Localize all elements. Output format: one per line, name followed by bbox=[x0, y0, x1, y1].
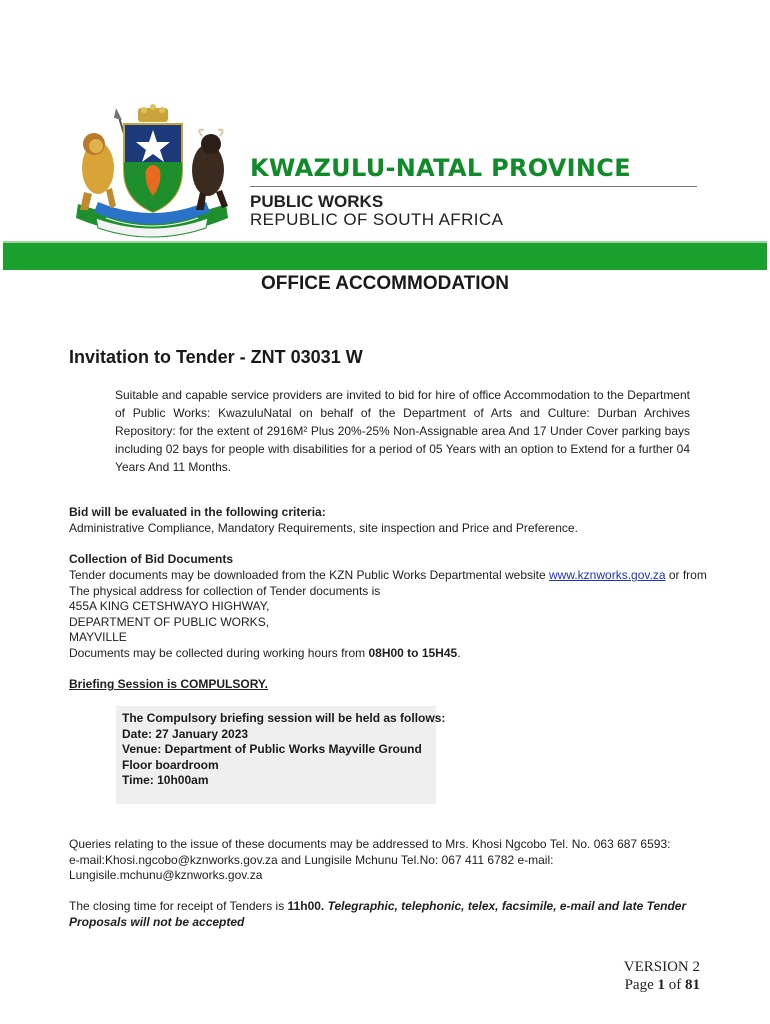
queries-line-3: Lungisile.mchunu@kznworks.gov.za bbox=[69, 868, 263, 882]
department-name: PUBLIC WORKS bbox=[250, 192, 384, 211]
coat-of-arms-icon bbox=[66, 100, 238, 240]
queries-line-1: Queries relating to the issue of these documents may be addressed to Mrs. Khosi Ngcobo Tel. No. 063 687 6593: bbox=[69, 837, 671, 851]
green-header-band bbox=[3, 243, 767, 270]
briefing-date: Date: 27 January 2023 bbox=[122, 726, 249, 741]
address-line-3: MAYVILLE bbox=[69, 630, 127, 644]
collection-line-1-prefix: Tender documents may be downloaded from the KZN Public Works Departmental website bbox=[69, 568, 550, 582]
page-number bbox=[624, 976, 700, 994]
closing-note-2: Proposals will not be accepted bbox=[69, 914, 245, 929]
tender-heading: Invitation to Tender - ZNT 03031 W bbox=[69, 347, 363, 367]
page-of: of bbox=[665, 977, 685, 993]
lion-icon bbox=[80, 133, 116, 210]
hours-suffix: . bbox=[457, 645, 461, 660]
province-title: KWAZULU-NATAL PROVINCE bbox=[250, 154, 631, 182]
briefing-venue-cont: Floor boardroom bbox=[122, 757, 219, 772]
country-name: REPUBLIC OF SOUTH AFRICA bbox=[250, 210, 504, 229]
briefing-details bbox=[122, 711, 445, 789]
briefing-intro: The Compulsory briefing session will be held as follows: bbox=[122, 711, 446, 725]
briefing-venue: Venue: Department of Public Works Mayville Ground bbox=[122, 742, 422, 756]
hours-value: 08H00 to 15H45 bbox=[368, 645, 458, 660]
collection-heading: Collection of Bid Documents bbox=[69, 552, 234, 566]
intro-paragraph: Suitable and capable service providers are invited to bid for hire of office Accommodation to the Department of Public Works: KwazuluNatal on behalf of the Department of Arts and Culture: Durban Archives Repository: for the extent of 2916M² Plus 20%-25% Non-Assignable area And 17 Under Cover parking bays including 02 bays for people with disabilities for a period of 05 Years with an option to Extend for a further 04 Years And 11 Months. bbox=[115, 388, 690, 474]
closing-block bbox=[69, 899, 686, 930]
coat-of-arms-logo bbox=[66, 100, 238, 240]
page-total: 81 bbox=[685, 977, 700, 993]
closing-line-1 bbox=[69, 899, 686, 915]
briefing-heading: Briefing Session is COMPULSORY. bbox=[69, 677, 268, 691]
address-line-1: 455A KING CETSHWAYO HIGHWAY, bbox=[69, 599, 270, 613]
header-divider bbox=[250, 186, 697, 187]
queries-line-2: e-mail:Khosi.ngcobo@kznworks.gov.za and Lungisile Mchunu Tel.No: 067 411 6782 e-mail: bbox=[69, 852, 554, 867]
queries-block bbox=[69, 837, 670, 884]
page-footer bbox=[624, 958, 700, 994]
closing-note-1: Telegraphic, telephonic, telex, facsimile, e-mail and late Tender bbox=[324, 899, 687, 913]
document-title: OFFICE ACCOMMODATION bbox=[260, 273, 510, 294]
criteria-heading: Bid will be evaluated in the following criteria: bbox=[69, 505, 326, 519]
version-label: VERSION 2 bbox=[623, 959, 700, 975]
closing-time: 11h00. bbox=[287, 899, 325, 913]
briefing-time: Time: 10h00am bbox=[122, 773, 209, 787]
collection-line-2: The physical address for collection of Tender documents is bbox=[69, 583, 381, 598]
page-current: 1 bbox=[657, 977, 665, 993]
closing-prefix: The closing time for receipt of Tenders is bbox=[69, 899, 288, 913]
collection-details bbox=[69, 568, 707, 661]
collection-line-1 bbox=[69, 568, 707, 584]
collection-line-1-suffix: or from bbox=[665, 568, 707, 582]
wildebeest-icon bbox=[192, 130, 228, 210]
page-label: Page bbox=[624, 977, 658, 993]
hours-prefix: Documents may be collected during working hours from bbox=[69, 645, 369, 660]
criteria-body: Administrative Compliance, Mandatory Requirements, site inspection and Price and Preference. bbox=[69, 521, 578, 535]
website-link[interactable]: www.kznworks.gov.za bbox=[549, 568, 666, 582]
address-line-2: DEPARTMENT OF PUBLIC WORKS, bbox=[69, 614, 270, 629]
collection-hours bbox=[69, 646, 707, 662]
